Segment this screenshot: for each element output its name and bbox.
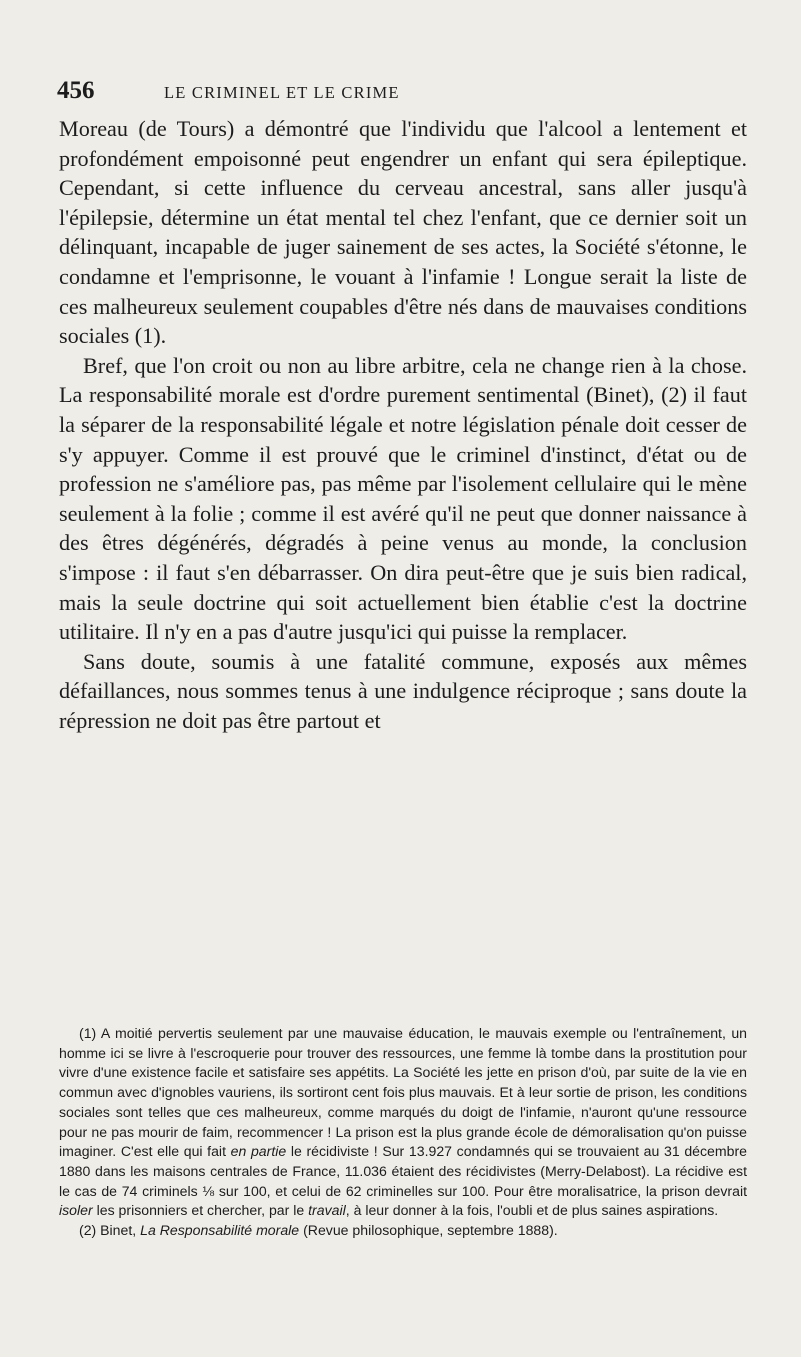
footnotes: [59, 1024, 747, 1241]
footnote-1: [59, 1024, 747, 1221]
footnote-1-part-c: les prisonniers et chercher, par le: [92, 1202, 309, 1219]
paragraph-2: Bref, que l'on croit ou non au libre arbitre, cela ne change rien à la chose. La responsabilité morale est d'ordre purement sentimental (Binet), (2) il faut la séparer de la responsabilité légale et notre législation pénale doit cesser de s'y appuyer. Comme il est prouvé que le criminel d'instinct, d'état ou de profession ne s'améliore pas, pas même par l'isolement cellulaire qui le mène seulement à la folie ; comme il est avéré qu'il ne peut que donner naissance à des êtres dégénérés, dégradés à peine venus au monde, la conclusion s'impose : il faut s'en débarrasser. On dira peut-être que je suis bien radical, mais la seule doctrine qui soit actuellement bien établie c'est la doctrine utilitaire. Il n'y en a pas d'autre jusqu'ici qui puisse la remplacer.: [59, 352, 747, 645]
footnote-1-part-a: (1) A moitié pervertis seulement par une mauvaise éducation, le mauvais exemple ou l'entraînement, un homme ici se livre à l'escroquerie pour trouver des ressources, une femme là tombe dans la prostitution pour vivre d'une existence facile et satisfaire ses appétits. La Société les jette en prison d'où, par suite de la vie en commun avec d'ignobles vauriens, ils sortiront cent fois plus mauvais. Et à leur sortie de prison, les conditions sociales sont telles que ces malheureux, comme marqués du doigt de l'infamie, n'auront qu'une ressource pour ne pas mourir de faim, recommencer ! La prison est la plus grande école de démoralisation qu'on puisse imaginer. C'est elle qui fait: [59, 1025, 747, 1160]
footnote-1-emphasis-c: travail: [308, 1202, 346, 1219]
paragraph-1: Moreau (de Tours) a démontré que l'individu que l'alcool a lentement et profondément empoisonné peut engendrer un enfant qui sera épileptique. Cependant, si cette influence du cerveau ancestral, sans aller jusqu'à l'épilepsie, détermine un état mental tel chez l'enfant, que ce dernier soit un délinquant, incapable de juger sainement de ses actes, la Société s'étonne, le condamne et l'emprisonne, le vouant à l'infamie ! Longue serait la liste de ces malheureux seulement coupables d'être nés dans de mauvaises conditions sociales (1).: [59, 116, 747, 349]
footnote-2-part-a: (2) Binet,: [79, 1222, 141, 1239]
footnote-2: [59, 1221, 747, 1241]
running-title: LE CRIMINEL ET LE CRIME: [164, 83, 400, 102]
page-number: 456: [57, 77, 95, 104]
paragraph-3: Sans doute, soumis à une fatalité commune, exposés aux mêmes défaillances, nous sommes tenus à une indulgence réciproque ; sans doute la répression ne doit pas être partout et: [59, 648, 747, 733]
footnote-1-emphasis-a: en partie: [230, 1143, 287, 1160]
footnote-1-emphasis-b: isoler: [59, 1202, 93, 1219]
footnote-2-title: La Responsabilité morale: [140, 1222, 300, 1239]
footnote-1-part-b: le récidiviste ! Sur 13.927 condamnés qui se trouvaient au 31 décembre 1880 dans les maisons centrales de France, 11.036 étaient des récidivistes (Merry-Delabost). La récidive est le cas de 74 criminels ⅛ sur 100, et celui de 62 criminelles sur 100. Pour être moralisatrice, la prison devrait: [59, 1143, 747, 1199]
main-text: [59, 114, 747, 735]
page-header: [57, 77, 747, 109]
footnote-1-part-d: , à leur donner à la fois, l'oubli et de plus saines aspirations.: [345, 1202, 719, 1219]
footnote-2-part-b: (Revue philosophique, septembre 1888).: [299, 1222, 558, 1239]
